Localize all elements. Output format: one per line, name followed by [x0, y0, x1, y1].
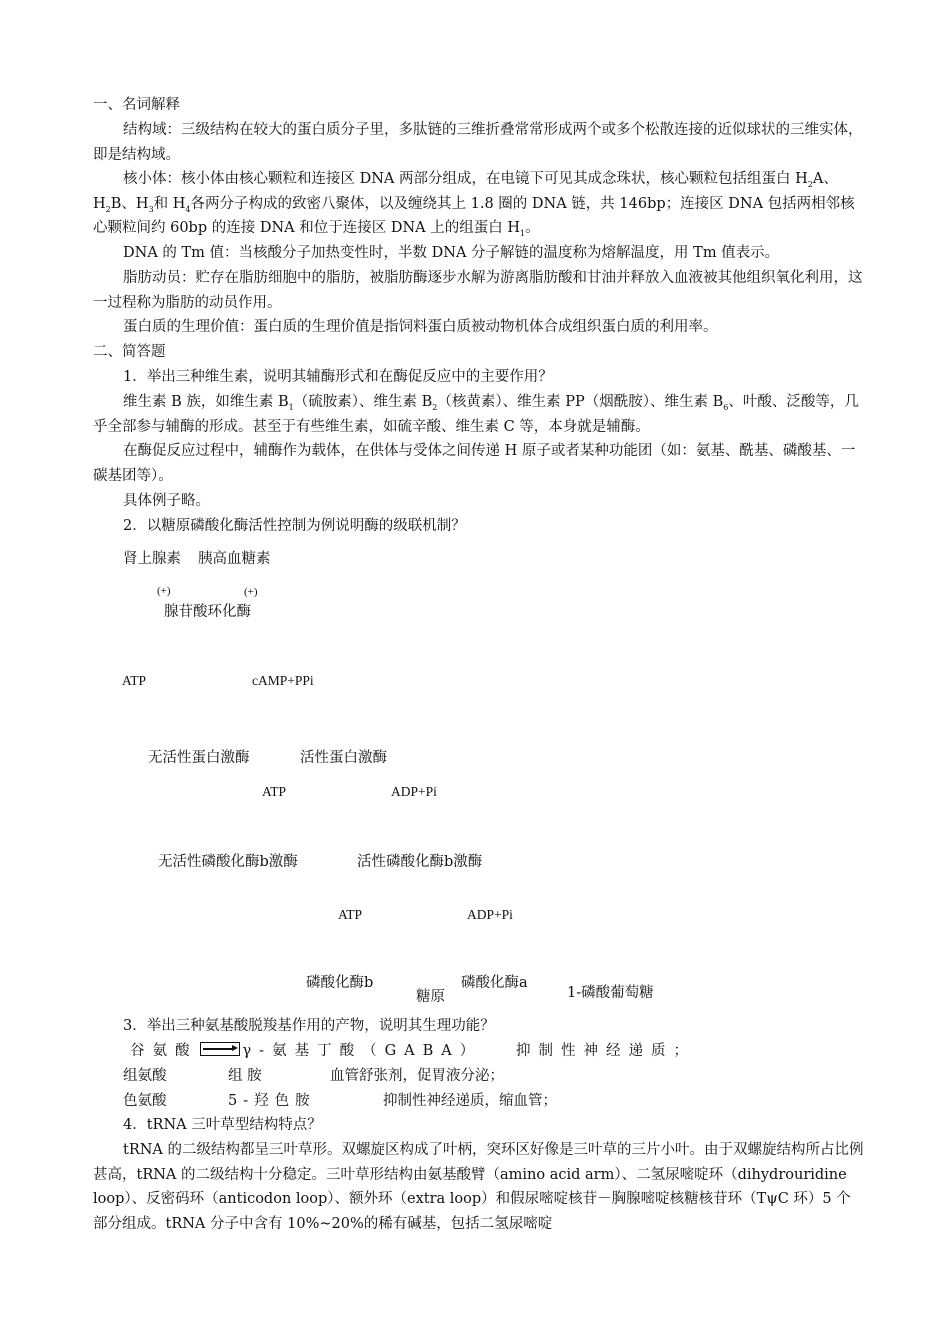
label-phosphorylase-b: 磷酸化酶b [306, 975, 374, 991]
decarb-row-histidine: 组氨酸 [123, 1068, 167, 1084]
answer-1-coenzyme-role: 在酶促反应过程中，辅酶作为载体，在供体与受体之间传递 H 原子或者某种功能团（如：氨基、酰基、磷酸基、一碳基团等）。 [93, 443, 856, 484]
label-active-phosphorylase-kinase: 活性磷酸化酶b激酶 [357, 854, 483, 870]
question-2: 2．以糖原磷酸化酶活性控制为例说明酶的级联机制？ [123, 518, 466, 534]
section-heading-terms: 一、名词解释 [93, 97, 180, 113]
label-active-protein-kinase: 活性蛋白激酶 [300, 750, 387, 766]
decarb-row-glutamate-function: 抑制性神经递质； [516, 1043, 696, 1059]
paragraph-structural-domain: 结构域：三级结构在较大的蛋白质分子里，多肽链的三维折叠常常形成两个或多个松散连接的近似球状的三维实体，即是结构域。 [93, 122, 863, 163]
section-heading-questions: 二、简答题 [93, 344, 166, 360]
decarb-row-histidine-product: 组 胺 [228, 1068, 262, 1084]
label-adenylate-cyclase: 腺苷酸环化酶 [164, 604, 251, 620]
question-3: 3．举出三种氨基酸脱羧基作用的产物，说明其生理功能？ [123, 1018, 495, 1034]
decarb-row-histidine-function: 血管舒张剂，促胃液分泌； [330, 1068, 504, 1084]
label-phosphorylase-a: 磷酸化酶a [461, 975, 528, 991]
reaction-arrow-icon [200, 1042, 240, 1056]
answer-1-example-note: 具体例子略。 [123, 493, 210, 509]
label-glucagon: 胰高血糖素 [198, 551, 271, 567]
answer-4-trna-structure: tRNA 的二级结构都呈三叶草形。双螺旋区构成了叶柄，突环区好像是三叶草的三片小叶。由于双螺旋结构所占比例甚高，tRNA 的二级结构十分稳定。三叶草形结构由氨基酸臂（amino acid arm）、二氢尿嘧啶环（dihydrouridine loop）、反密码环（anticodon loop）、额外环（extra loop）和假尿嘧啶核苷－胸腺嘧啶核糖核苷环（TψC 环）5 个部分组成。tRNA 分子中含有 10%~20%的稀有碱基，包括二氢尿嘧啶 [93, 1142, 864, 1232]
label-adrenaline: 肾上腺素 [123, 551, 181, 567]
decarb-row-tryptophan-product: 5-羟色胺 [228, 1093, 316, 1109]
label-adp-2: ADP+Pi [467, 907, 513, 922]
label-glucose-1-phosphate: 1-磷酸葡萄糖 [567, 985, 654, 1001]
label-atp-2: ATP [262, 784, 287, 799]
label-atp-1: ATP [122, 673, 147, 688]
label-camp: cAMP+PPi [252, 673, 314, 688]
label-adp-1: ADP+Pi [391, 784, 437, 799]
decarb-row-tryptophan: 色氨酸 [123, 1093, 167, 1109]
label-inactive-phosphorylase-kinase: 无活性磷酸化酶b激酶 [158, 854, 298, 870]
paragraph-fat-mobilization: 脂肪动员：贮存在脂肪细胞中的脂肪，被脂肪酶逐步水解为游离脂肪酸和甘油并释放入血液被其他组织氧化利用，这一过程称为脂肪的动员作用。 [93, 270, 863, 311]
label-glycogen: 糖原 [416, 989, 445, 1005]
question-4: 4．tRNA 三叶草型结构特点？ [123, 1117, 322, 1133]
label-activation-2: (+) [244, 586, 258, 598]
paragraph-protein-value: 蛋白质的生理价值：蛋白质的生理价值是指饲料蛋白质被动物机体合成组织蛋白质的利用率。 [123, 319, 718, 335]
decarb-row-tryptophan-function: 抑制性神经递质，缩血管； [383, 1093, 557, 1109]
label-activation-1: (+) [157, 585, 171, 597]
paragraph-tm-value: DNA 的 Tm 值：当核酸分子加热变性时，半数 DNA 分子解链的温度称为熔解温度，用 Tm 值表示。 [123, 245, 780, 261]
paragraph-nucleosome: 核小体：核小体由核心颗粒和连接区 DNA 两部分组成，在电镜下可见其成念珠状，核心颗粒包括组蛋白 $H_2A$、$H_2B$、$H_3$和 $H_4$各两分子构成的致密八聚体，以及缠绕其上 1.8 圈的 DNA 链，共 146bp；连接区 DNA 包括两相邻核心颗粒间约 60bp 的连接 DNA 和位于连接区 DNA 上的组蛋白 $H_1$。 [93, 171, 855, 238]
label-atp-3: ATP [338, 907, 363, 922]
decarb-row-glutamate: 谷氨酸 γ-氨基丁酸（GABA） [130, 1043, 483, 1059]
answer-1-vitamins: 维生素 B 族，如维生素 $B_1$（硫胺素）、维生素 $B_2$（核黄素）、维生素 PP（烟酰胺）、维生素 $B_6$、叶酸、泛酸等，几乎全部参与辅酶的形成。甚至于有些维生素，如硫辛酸、维生素 C 等，本身就是辅酶。 [93, 394, 859, 435]
label-inactive-protein-kinase: 无活性蛋白激酶 [148, 750, 250, 766]
question-1: 1．举出三种维生素，说明其辅酶形式和在酶促反应中的主要作用？ [123, 369, 553, 385]
